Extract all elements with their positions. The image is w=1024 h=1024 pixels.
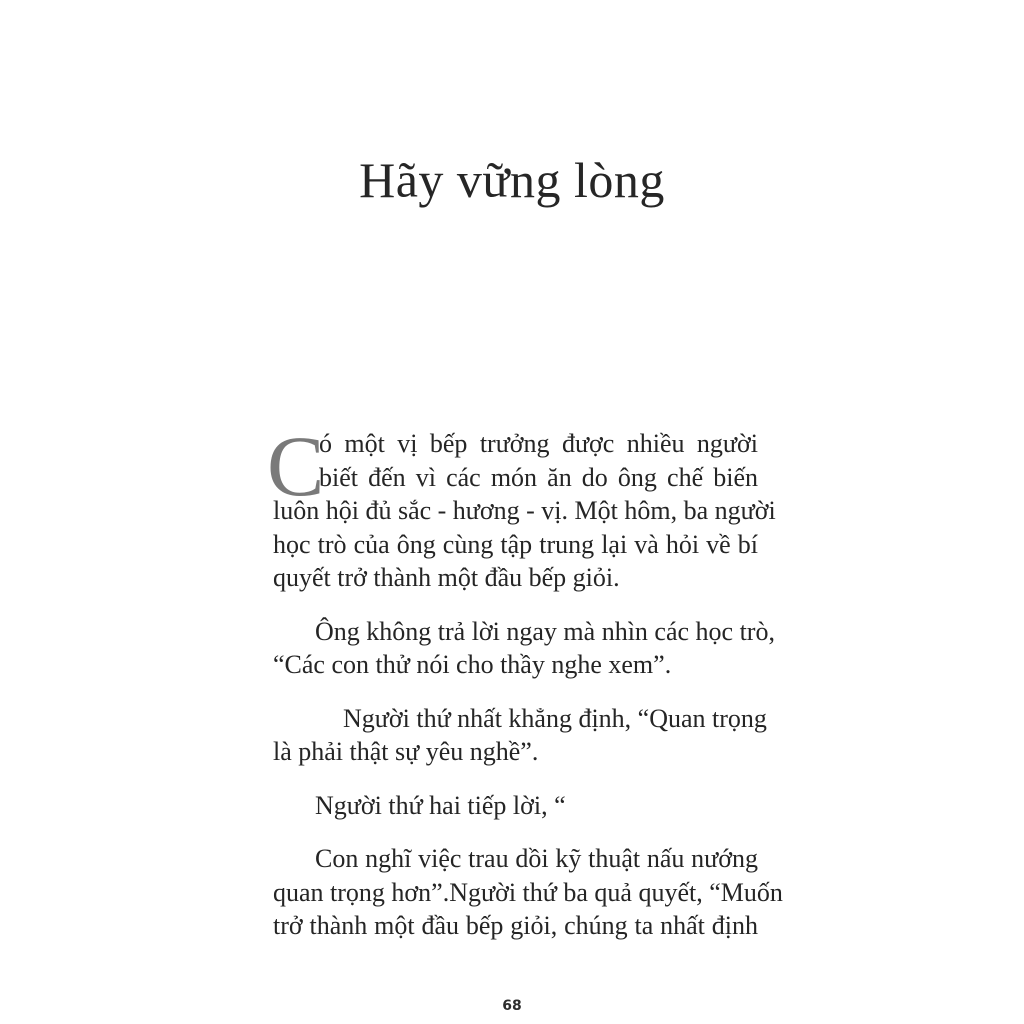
text-line: Ông không trả lời ngay mà nhìn các học trò,	[315, 616, 775, 646]
text-line: Người thứ hai tiếp lời, “	[315, 790, 566, 820]
text-line: Người thứ nhất khẳng định, “Quan trọng	[343, 703, 767, 733]
drop-cap-letter: C	[267, 418, 325, 514]
text-line: quyết trở thành một đầu bếp giỏi.	[273, 563, 620, 592]
text-line: quan trọng hơn”.Người thứ ba quả quyết, “Muốn	[273, 877, 783, 907]
text-line: học trò của ông cùng tập trung lại và hỏi về bí	[273, 529, 758, 559]
paragraph-1	[267, 418, 776, 595]
paragraph-3	[273, 702, 767, 769]
text-line: biết đến vì các món ăn do ông chế biến	[319, 462, 758, 492]
chapter-title: Hãy vững lòng	[359, 152, 665, 208]
text-line: “Các con thử nói cho thầy nghe xem”.	[273, 650, 672, 679]
page-number: 68	[502, 998, 522, 1014]
text-line: là phải thật sự yêu nghề”.	[273, 737, 539, 766]
paragraph-4	[273, 789, 758, 823]
paragraph-5	[273, 842, 783, 943]
chapter-body	[267, 418, 783, 963]
paragraph-2	[273, 615, 775, 682]
text-line: luôn hội đủ sắc - hương - vị. Một hôm, ba người	[273, 496, 776, 525]
text-line: trở thành một đầu bếp giỏi, chúng ta nhất định	[273, 911, 758, 940]
text-line: ó một vị bếp trưởng được nhiều người	[319, 429, 758, 458]
text-line: Con nghĩ việc trau dồi kỹ thuật nấu nướng	[315, 844, 758, 873]
